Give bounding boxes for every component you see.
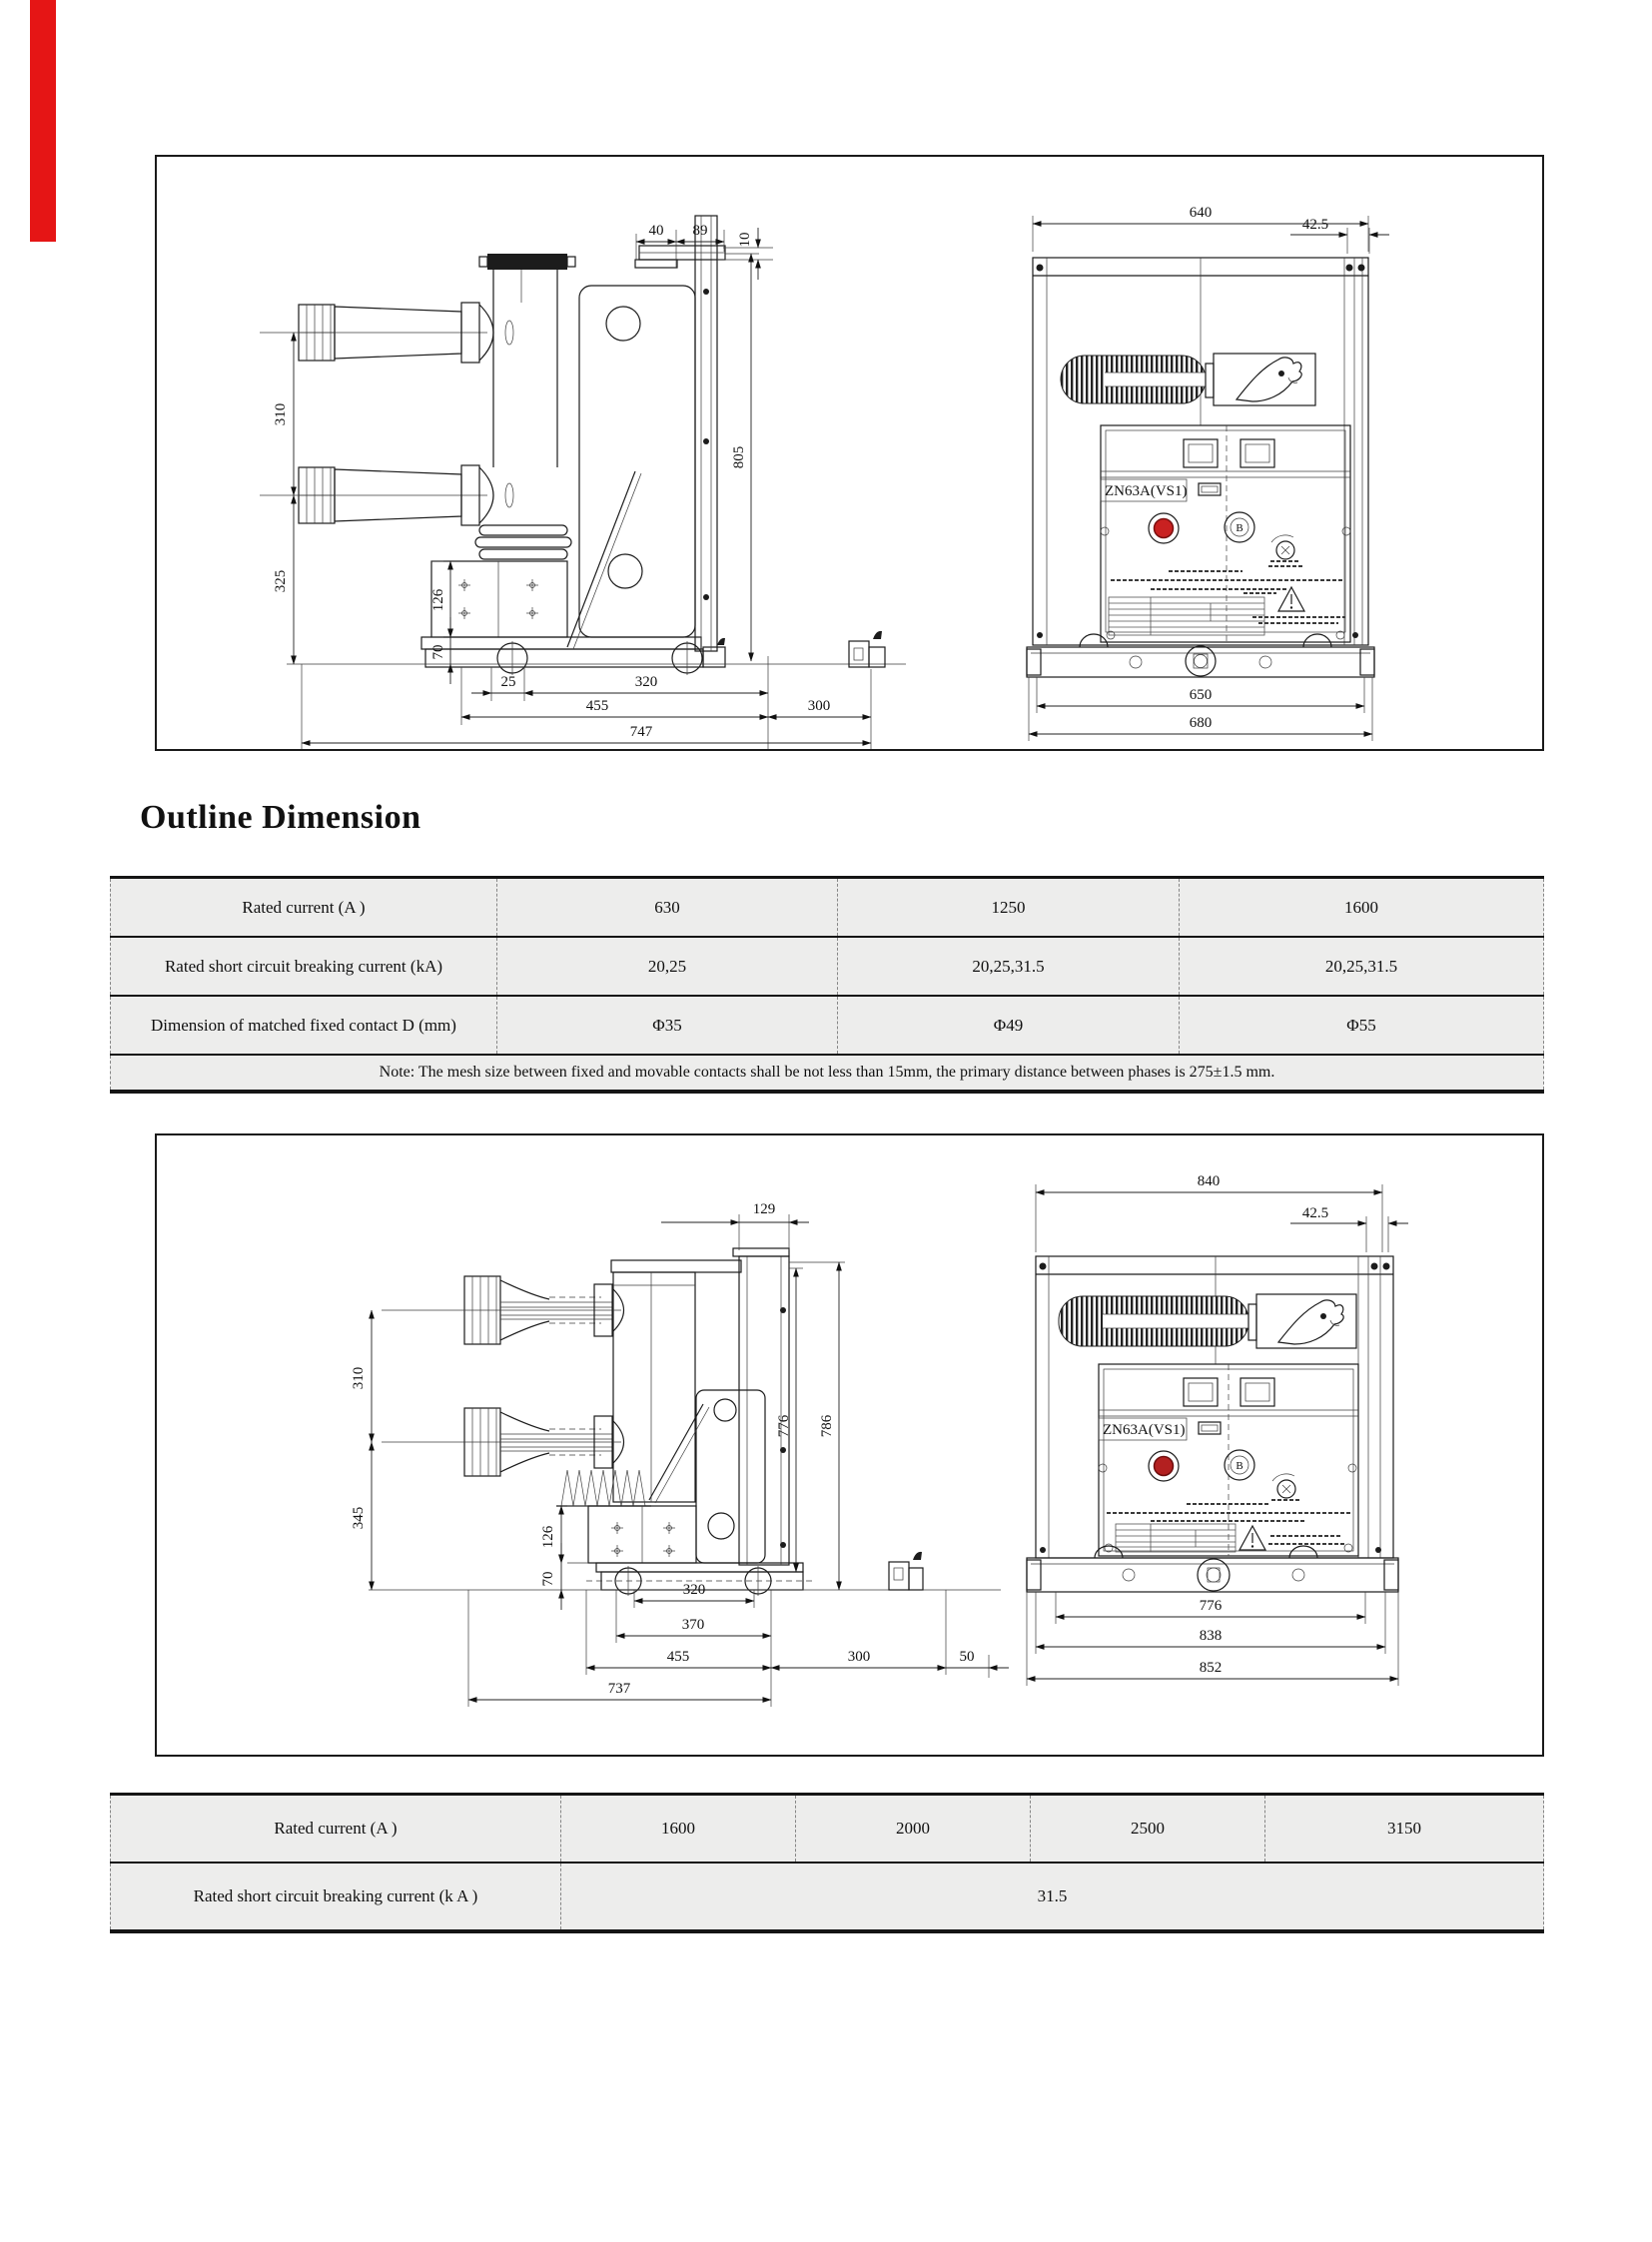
bellows (556, 1470, 651, 1506)
cell: 1250 (838, 878, 1180, 938)
breaker-pole (479, 254, 575, 467)
dim-640-label: 640 (1189, 205, 1213, 221)
dim-300-label: 300 (807, 698, 831, 714)
frame-column (611, 1248, 789, 1565)
fig2-front-dimensions-bottom (1027, 1592, 1398, 1686)
dim-840-label: 840 (1197, 1173, 1221, 1189)
panel-model-label: ZN63A(VS1) (1103, 1422, 1186, 1438)
latch-hook-box (1256, 1294, 1356, 1348)
dim-25-label: 25 (500, 674, 516, 690)
front-base (1027, 634, 1374, 677)
dim-129-label: 129 (752, 1201, 776, 1217)
cell: 1600 (1180, 878, 1544, 938)
dim-786-label: 786 (819, 1414, 835, 1438)
table-row (111, 1795, 1544, 1864)
cell: 20,25 (497, 937, 838, 996)
latch-hook-icon (1278, 1300, 1343, 1344)
red-pushbutton (1155, 519, 1174, 538)
bellows (475, 525, 571, 559)
fig1-side-dimensions (273, 223, 871, 749)
cell: 20,25,31.5 (1180, 937, 1544, 996)
red-margin-mark (30, 0, 56, 242)
fig2-side-dimensions (351, 1201, 1009, 1707)
cell: 2000 (796, 1795, 1031, 1864)
cell: Φ49 (838, 996, 1180, 1055)
dim-310-label: 310 (273, 402, 289, 426)
dim-10-label: 10 (737, 232, 753, 248)
latch-hook-box (1214, 354, 1315, 405)
table1 (110, 876, 1544, 1094)
cable-clamp (889, 1552, 923, 1590)
lower-bushing (260, 465, 513, 525)
dim-838-label: 838 (1199, 1628, 1223, 1644)
page-title: Outline Dimension (140, 799, 421, 836)
support-frame (567, 216, 725, 651)
red-pushbutton (1155, 1457, 1174, 1476)
fig1-front-dimensions-top (1033, 205, 1389, 254)
cell: Φ55 (1180, 996, 1544, 1055)
figure-drawing-bottom (155, 1133, 1544, 1757)
table-row (111, 937, 1544, 996)
cell-span: 31.5 (561, 1863, 1544, 1931)
b-button-label: B (1236, 1460, 1243, 1472)
table-note: Note: The mesh size between fixed and movable contacts shall be not less than 15mm, the primary distance between phases is 275±1.5 mm. (111, 1055, 1544, 1092)
mechanism-box (588, 1506, 696, 1563)
dim-455-label: 455 (666, 1649, 690, 1665)
flexible-conduit (1059, 1296, 1256, 1346)
dim-320-label: 320 (682, 1582, 706, 1598)
dim-455-label: 455 (585, 698, 609, 714)
fig2-front-view (1027, 1173, 1408, 1686)
dim-89-label: 89 (692, 223, 708, 239)
fig2-svg (157, 1135, 1542, 1755)
dim-42-5-label: 42.5 (1301, 217, 1329, 233)
dim-126-label: 126 (430, 588, 446, 612)
dim-650-label: 650 (1189, 687, 1213, 703)
dim-776-label: 776 (776, 1414, 792, 1438)
dim-310-label: 310 (351, 1366, 367, 1390)
dim-370-label: 370 (681, 1617, 705, 1633)
table2 (110, 1793, 1544, 1933)
dim-42-5-label: 42.5 (1301, 1205, 1329, 1221)
dim-747-label: 747 (629, 724, 653, 740)
warning-triangle-icon (1239, 1526, 1345, 1550)
cell: 20,25,31.5 (838, 937, 1180, 996)
dim-40-label: 40 (648, 223, 664, 239)
dim-345-label: 345 (351, 1506, 367, 1530)
dim-50-label: 50 (959, 1649, 975, 1665)
dim-680-label: 680 (1189, 715, 1213, 731)
dim-737-label: 737 (607, 1681, 631, 1697)
dim-126-label: 126 (540, 1525, 556, 1549)
lower-bushing (382, 1408, 624, 1476)
dim-852-label: 852 (1199, 1660, 1223, 1676)
upper-bushing (382, 1276, 624, 1344)
row-label: Rated short circuit breaking current (k A ) (111, 1863, 561, 1931)
nameplate (1109, 597, 1264, 635)
fig1-front-dimensions-bottom (1029, 677, 1372, 741)
table-row (111, 878, 1544, 938)
mechanism-box (431, 561, 567, 637)
row-label: Rated current (A ) (111, 878, 497, 938)
dim-776-label: 776 (1199, 1598, 1223, 1614)
fig2-side-view (351, 1201, 1009, 1707)
dim-805-label: 805 (731, 445, 747, 469)
interlock-knob (1268, 535, 1302, 566)
fig1-side-view (260, 216, 906, 749)
row-label: Rated current (A ) (111, 1795, 561, 1864)
flexible-conduit (1061, 356, 1214, 403)
figure-drawing-top (155, 155, 1544, 751)
cell: 1600 (561, 1795, 796, 1864)
fig2-front-dimensions-top (1036, 1173, 1408, 1252)
table-row (111, 1863, 1544, 1931)
support-plate (649, 1307, 786, 1563)
outline-dimension-table (110, 876, 1543, 1094)
latch-hook-icon (1237, 358, 1301, 401)
front-panel (1101, 425, 1350, 642)
cell: Φ35 (497, 996, 838, 1055)
table-row (111, 996, 1544, 1055)
nameplate (1116, 1524, 1236, 1552)
row-label: Rated short circuit breaking current (kA) (111, 937, 497, 996)
cell: 3150 (1265, 1795, 1544, 1864)
cell: 630 (497, 878, 838, 938)
fig1-front-view (1027, 205, 1389, 741)
dim-300-label: 300 (847, 1649, 871, 1665)
rated-current-table (110, 1793, 1543, 1933)
cabinet-frame (1033, 258, 1368, 645)
front-panel (1099, 1364, 1358, 1556)
panel-microtext (1111, 571, 1344, 589)
panel-model-label: ZN63A(VS1) (1105, 483, 1188, 499)
cable-clamp (849, 631, 885, 667)
dim-325-label: 325 (273, 569, 289, 593)
dim-70-label: 70 (430, 644, 446, 660)
warning-triangle-icon (1243, 587, 1345, 623)
b-button-label: B (1236, 522, 1243, 534)
upper-bushing (260, 303, 513, 363)
table-note-row (111, 1055, 1544, 1092)
front-base (1027, 1546, 1398, 1592)
dim-70-label: 70 (540, 1571, 556, 1587)
dim-320-label: 320 (634, 674, 658, 690)
cell: 2500 (1031, 1795, 1265, 1864)
base-frame (287, 637, 906, 675)
row-label: Dimension of matched fixed contact D (mm) (111, 996, 497, 1055)
interlock-knob (1271, 1474, 1301, 1500)
fig1-svg (157, 157, 1542, 749)
